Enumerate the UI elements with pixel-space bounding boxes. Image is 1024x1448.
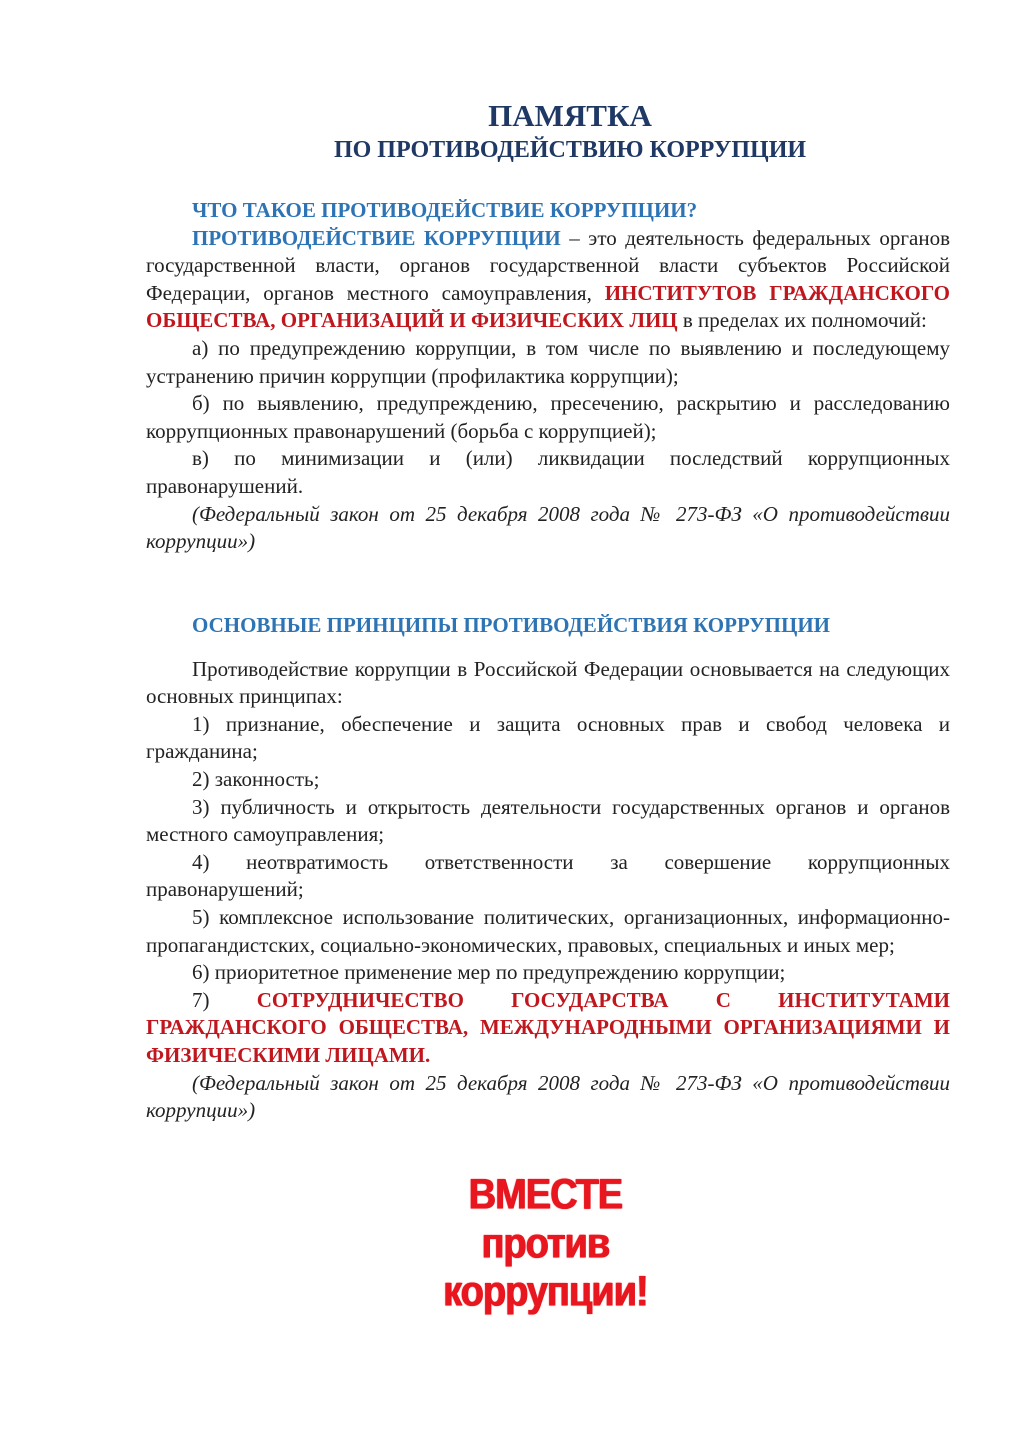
highlight: ИНСТИТУТОВ ГРАЖДАНСКОГО ОБЩЕСТВА, ОРГАНИЗАЦИЙ И ФИЗИЧЕСКИХ ЛИЦ xyxy=(146,280,951,333)
list-item: 5) комплексное использование политических, организационных, информационно-пропагандистских, социально-экономических, правовых, специальных и иных мер; xyxy=(146,904,950,957)
list-item: 3) публичность и открытость деятельности государственных органов и органов местного самоуправления; xyxy=(146,794,950,847)
item-number: 7) xyxy=(192,987,257,1012)
term: ПРОТИВОДЕЙСТВИЕ КОРРУПЦИИ xyxy=(192,225,561,250)
section-what-is xyxy=(146,197,950,556)
list-item xyxy=(146,987,950,1070)
intro-paragraph: Противодействие коррупции в Российской Федерации основывается на следующих основных принципах: xyxy=(146,656,950,709)
slogan-line: ВМЕСТЕ xyxy=(468,1171,622,1219)
definition-text: – это деятельность федеральных органов государственной власти, органов государственной власти субъектов Российской Федерации, органов местного самоуправления, xyxy=(146,225,950,305)
highlight: СОТРУДНИЧЕСТВО ГОСУДАРСТВА С ИНСТИТУТАМИ ГРАЖДАНСКОГО ОБЩЕСТВА, МЕЖДУНАРОДНЫМИ ОРГАНИЗАЦИЯМИ И ФИЗИЧЕСКИМИ ЛИЦАМИ. xyxy=(146,987,950,1067)
slogan-line: против xyxy=(481,1220,609,1268)
list-item: 2) законность; xyxy=(192,766,320,791)
list-item: в) по минимизации и (или) ликвидации последствий коррупционных правонарушений. xyxy=(146,446,950,498)
citation: (Федеральный закон от 25 декабря 2008 года № 273-ФЗ «О противодействии коррупции») xyxy=(146,1070,950,1123)
list-item: 6) приоритетное применение мер по предупреждению коррупции; xyxy=(192,960,786,985)
page-subtitle: ПО ПРОТИВОДЕЙСТВИЮ КОРРУПЦИИ xyxy=(333,137,807,163)
definition-end: в пределах их полномочий: xyxy=(677,308,927,333)
list-item: 1) признание, обеспечение и защита основных прав и свобод человека и гражданина; xyxy=(146,711,950,764)
definition-paragraph xyxy=(146,225,950,335)
list-item: б) по выявлению, предупреждению, пресечению, раскрытию и расследованию коррупционных правонарушений (борьба с коррупцией); xyxy=(146,391,950,443)
list-item: 4) неотвратимость ответственности за совершение коррупционных правонарушений; xyxy=(146,849,950,902)
slogan-line: коррупции! xyxy=(442,1268,648,1316)
section-heading: ОСНОВНЫЕ ПРИНЦИПЫ ПРОТИВОДЕЙСТВИЯ КОРРУПЦИИ xyxy=(192,613,830,637)
page-title: ПАМЯТКА xyxy=(488,98,652,133)
section-heading: ЧТО ТАКОЕ ПРОТИВОДЕЙСТВИЕ КОРРУПЦИИ? xyxy=(192,198,698,222)
list-item: а) по предупреждению коррупции, в том числе по выявлению и последующему устранению причин коррупции (профилактика коррупции); xyxy=(146,335,950,388)
citation: (Федеральный закон от 25 декабря 2008 года № 273-ФЗ «О противодействии коррупции») xyxy=(146,501,950,554)
section-principles xyxy=(146,612,950,1125)
